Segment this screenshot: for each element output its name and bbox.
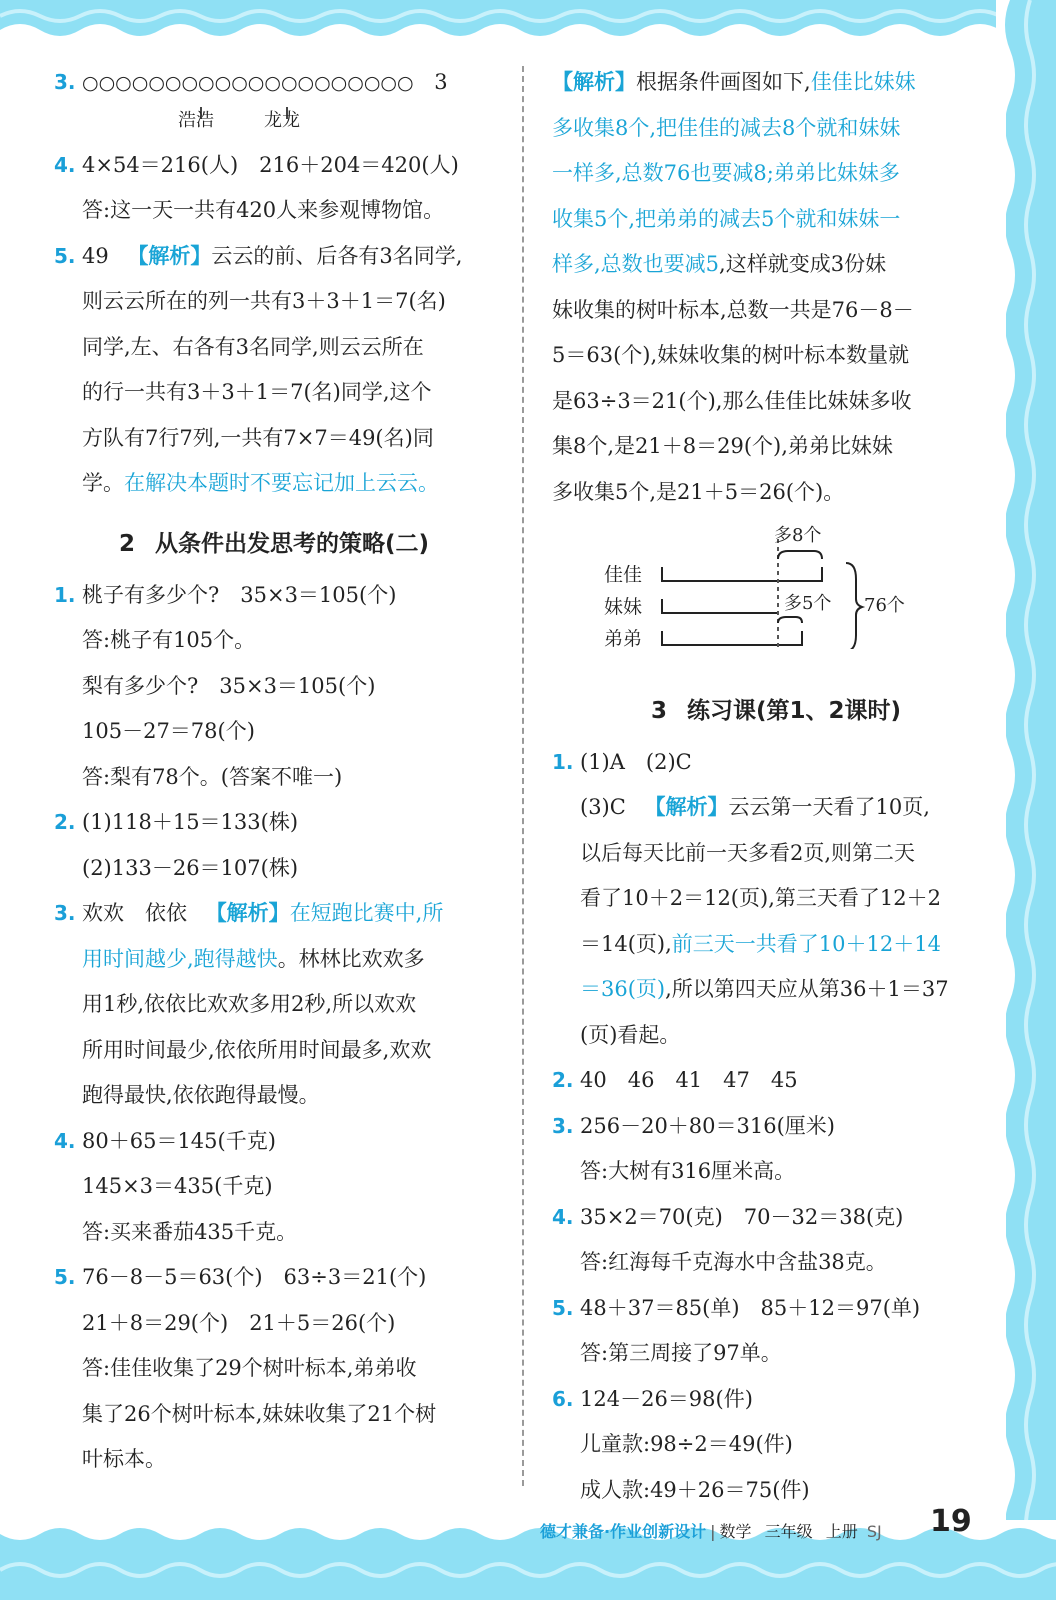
analysis-tag: 【解析】	[552, 70, 636, 94]
s2-question-3	[54, 891, 494, 1119]
s3-question-6	[552, 1377, 1000, 1514]
segment-didi	[662, 631, 802, 645]
s2-q5-analysis	[552, 60, 1000, 515]
analysis-text: 云云的前、后各有3名同学,	[211, 243, 463, 268]
equation-line: 105－27＝78(个)	[82, 719, 255, 743]
analysis-text: 学。	[82, 471, 124, 495]
answer-line: 40 46 41 47 45	[580, 1068, 798, 1092]
label-didi: 弟弟	[604, 628, 643, 649]
hint-text: 在短跑比赛中,所	[289, 901, 444, 925]
segment-meimei	[662, 599, 777, 613]
question-3-circles	[54, 60, 494, 143]
question-number: 1.	[552, 749, 574, 774]
s2-question-5	[54, 1255, 494, 1483]
column-divider	[522, 66, 524, 1486]
question-number: 6.	[552, 1386, 574, 1411]
question-number: 5.	[552, 1295, 574, 1320]
analysis-text: ＝14(页),	[580, 931, 672, 956]
analysis-text: 以后每天比前一天多看2页,则第二天	[580, 840, 916, 865]
hint-text: 一样多,总数76也要减8;弟弟比妹妹多	[552, 161, 900, 185]
question-number: 4.	[54, 152, 76, 177]
analysis-text: 则云云所在的列一共有3＋3＋1＝7(名)	[82, 289, 446, 313]
footer-separator: |	[710, 1522, 716, 1541]
equation-line: 145×3＝435(千克)	[82, 1174, 273, 1198]
question-number: 2.	[54, 810, 76, 834]
hint-text: 前三天一共看了10＋12＋14	[671, 931, 941, 956]
circle-count-answer: 3	[434, 70, 448, 94]
section-title: 练习课(第1、2课时)	[686, 697, 902, 724]
hint-text: 在解决本题时不要忘记加上云云。	[124, 471, 439, 495]
answer-line: 集了26个树叶标本,妹妹收集了21个树	[82, 1401, 437, 1426]
label-meimei: 妹妹	[604, 596, 643, 618]
question-number: 3.	[552, 1113, 574, 1138]
answer-line: 叶标本。	[82, 1447, 166, 1471]
answer-line: 答:桃子有105个。	[82, 628, 256, 652]
s3-question-5	[552, 1286, 1000, 1377]
section-title: 从条件出发思考的策略(二)	[154, 530, 430, 557]
equation-line: 成人款:49＋26＝75(件)	[580, 1477, 810, 1502]
footer-brand: 德才兼备·作业创新设计	[540, 1522, 707, 1541]
line-segment-diagram	[552, 519, 1000, 649]
analysis-text: 方队有7行7列,一共有7×7＝49(名)同	[82, 425, 434, 450]
analysis-text: 同学,左、右各有3名同学,则云云所在	[82, 334, 424, 359]
equation-line: 梨有多少个? 35×3＝105(个)	[82, 673, 376, 698]
question-5	[54, 234, 494, 507]
section-number: 3	[650, 697, 667, 724]
equation-line: 76－8－5＝63(个) 63÷3＝21(个)	[82, 1265, 427, 1289]
brace-more5	[778, 617, 802, 623]
answer-value: 欢欢 依依	[82, 901, 187, 925]
answer-line: 答:梨有78个。(答案不唯一)	[82, 764, 343, 789]
brace-total	[846, 563, 862, 649]
answer-value: (3)C	[580, 795, 626, 819]
analysis-text: 。林林比欢欢多	[277, 946, 425, 971]
footer-subject: 数学	[719, 1522, 752, 1541]
analysis-tag: 【解析】	[205, 901, 290, 925]
s3-question-3	[552, 1104, 1000, 1195]
brace-more8	[778, 551, 822, 559]
analysis-text: 集8个,是21＋8＝29(个),弟弟比妹妹	[552, 434, 893, 458]
analysis-text: (页)看起。	[580, 1022, 681, 1047]
circle-sequence-labels	[82, 107, 494, 143]
analysis-text: ,这样就变成3份妹	[719, 252, 887, 276]
footer-edition: SJ	[866, 1522, 882, 1541]
s3-question-4	[552, 1195, 1000, 1286]
analysis-text: 用1秒,依依比欢欢多用2秒,所以欢欢	[82, 992, 417, 1016]
label-more8: 多8个	[774, 525, 822, 546]
left-column	[54, 60, 494, 1483]
answer-line: 答:这一天一共有420人来参观博物馆。	[82, 198, 445, 222]
section-2-heading	[54, 521, 494, 567]
answer-line: 答:买来番茄435千克。	[82, 1219, 298, 1244]
page-number: 19	[930, 1504, 972, 1539]
hint-text: 多收集8个,把佳佳的减去8个就和妹妹	[552, 115, 901, 140]
answer-line: 答:大树有316厘米高。	[580, 1159, 796, 1183]
analysis-text: 多收集5个,是21＋5＝26(个)。	[552, 479, 845, 504]
equation-line: 256－20＋80＝316(厘米)	[580, 1113, 835, 1138]
equation-line: (2)133－26＝107(株)	[82, 855, 299, 880]
answer-line: (1)A (2)C	[580, 749, 692, 774]
segment-jiajia	[662, 567, 822, 581]
label-more5: 多5个	[784, 593, 832, 614]
section-number: 2	[118, 530, 135, 557]
hint-text: 样多,总数也要减5	[552, 252, 720, 276]
analysis-text: 5＝63(个),妹妹收集的树叶标本数量就	[552, 343, 910, 367]
equation-line: 80＋65＝145(千克)	[82, 1128, 276, 1153]
label-jiajia: 佳佳	[604, 564, 643, 586]
answer-line: 答:佳佳收集了29个树叶标本,弟弟收	[82, 1356, 417, 1380]
question-number: 1.	[54, 582, 76, 607]
analysis-text: 根据条件画图如下,	[636, 70, 811, 94]
equation-line: 4×54＝216(人) 216＋204＝420(人)	[82, 152, 459, 177]
s2-question-2	[54, 800, 494, 891]
analysis-tag: 【解析】	[127, 243, 212, 268]
circle-sequence: ○○○○○○○○○○○○○○○○○○○○	[82, 72, 414, 94]
analysis-text: 的行一共有3＋3＋1＝7(名)同学,这个	[82, 380, 432, 404]
question-number: 5.	[54, 243, 76, 268]
s3-question-2	[552, 1058, 1000, 1104]
hint-text: 收集5个,把弟弟的减去5个就和妹妹一	[552, 206, 901, 231]
question-4	[54, 143, 494, 234]
analysis-text: 跑得最快,依依跑得最慢。	[82, 1083, 320, 1107]
analysis-text: 是63÷3＝21(个),那么佳佳比妹妹多收	[552, 388, 912, 413]
equation-line: 48＋37＝85(单) 85＋12＝97(单)	[580, 1295, 921, 1320]
page-footer	[540, 1512, 980, 1552]
s3-question-1	[552, 740, 1000, 1059]
equation-line: 桃子有多少个? 35×3＝105(个)	[82, 582, 397, 607]
section-3-heading	[552, 688, 1000, 734]
equation-line: (1)118＋15＝133(株)	[82, 810, 299, 834]
analysis-text: 所用时间最少,依依所用时间最多,欢欢	[82, 1037, 432, 1062]
s2-question-4	[54, 1119, 494, 1256]
question-number: 3.	[54, 901, 76, 925]
equation-line: 35×2＝70(克) 70－32＝38(克)	[580, 1204, 904, 1229]
page-content	[40, 46, 1006, 1520]
label-haohao: 浩浩	[178, 109, 214, 131]
answer-line: 答:第三周接了97单。	[580, 1341, 782, 1365]
footer-volume: 上册	[825, 1522, 858, 1541]
label-total: 76个	[864, 595, 905, 616]
analysis-text: ,所以第四天应从第36＋1＝37	[665, 977, 949, 1001]
s2-question-1	[54, 573, 494, 801]
top-wave-border	[0, 0, 1056, 46]
analysis-text: 妹收集的树叶标本,总数一共是76－8－	[552, 297, 914, 322]
right-column	[552, 60, 1000, 1513]
equation-line: 124－26＝98(件)	[580, 1386, 753, 1411]
footer-grade: 三年级	[764, 1522, 813, 1541]
label-longlong: 龙龙	[264, 109, 300, 131]
analysis-text: 看了10＋2＝12(页),第三天看了12＋2	[580, 886, 941, 910]
question-number: 2.	[552, 1068, 574, 1092]
question-number: 4.	[54, 1128, 76, 1153]
analysis-text: 云云第一天看了10页,	[728, 795, 930, 819]
answer-value: 49	[82, 243, 109, 268]
hint-text: 佳佳比妹妹	[810, 70, 916, 94]
equation-line: 儿童款:98÷2＝49(件)	[580, 1432, 793, 1456]
question-number: 5.	[54, 1265, 76, 1289]
hint-text: 用时间越少,跑得越快	[82, 946, 278, 971]
answer-line: 答:红海每千克海水中含盐38克。	[580, 1250, 887, 1274]
question-number: 3.	[54, 70, 76, 94]
equation-line: 21＋8＝29(个) 21＋5＝26(个)	[82, 1310, 396, 1335]
question-number: 4.	[552, 1204, 574, 1229]
analysis-tag: 【解析】	[644, 795, 729, 819]
hint-text: ＝36(页)	[580, 977, 666, 1001]
